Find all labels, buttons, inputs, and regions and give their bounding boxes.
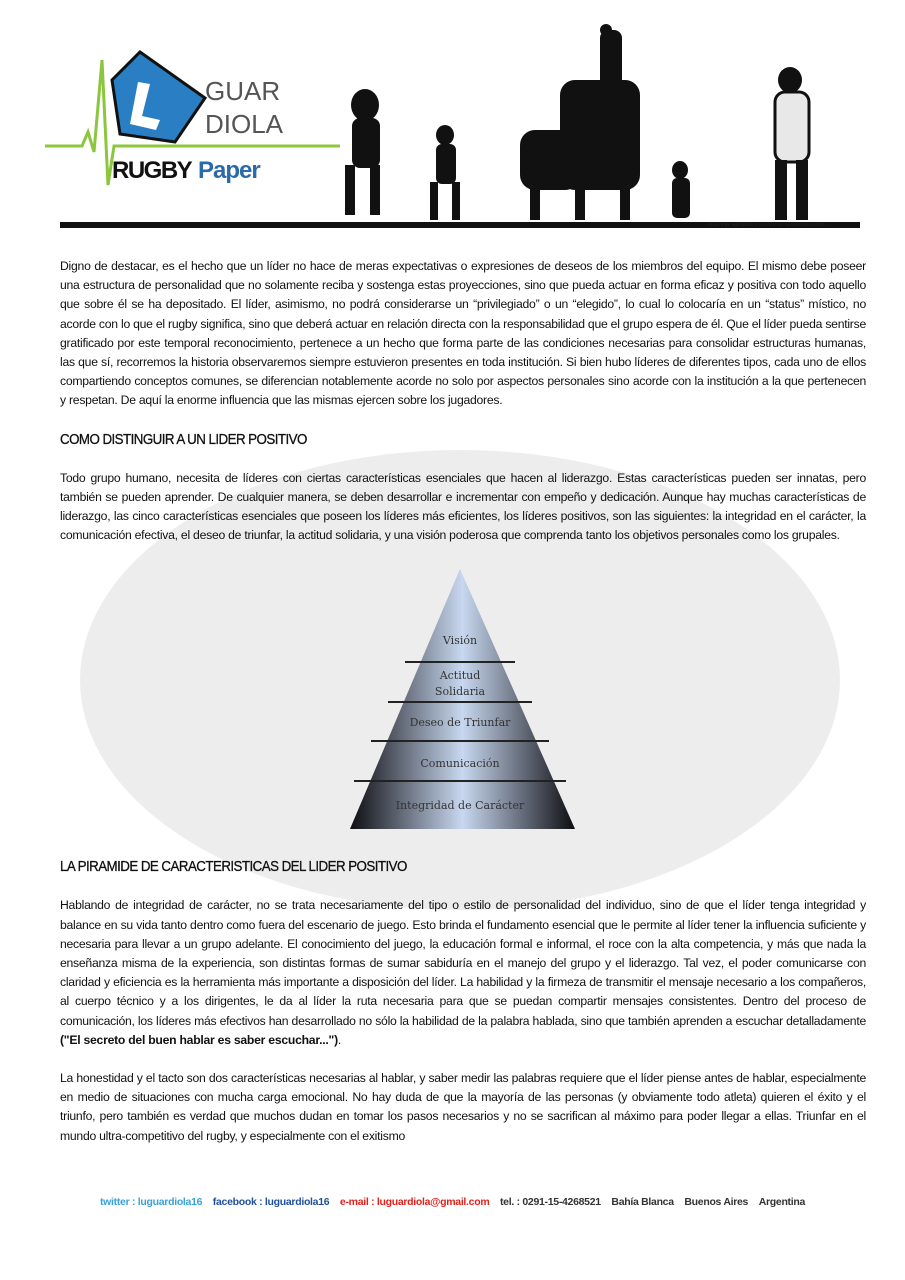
paragraph-3: Hablando de integridad de carácter, no se trata necesariamente del tipo o estilo de personalidad del individuo, sino de que el líder tenga integridad y balance en su vida tanto dentro como fuera del escenario de juego. Esto brinda el fundamento esencial que le permite al líder tener la influencia suficiente y necesaria para llevar a un grupo adelante. El conocimiento del juego, la educación formal e informal, el roce con la alta competencia, y más que nada la enseñanza misma de la experiencia, son distintas formas de sumar sabiduría en el manejo del grupo y el liderazgo. Tal vez, el poder comunicarse con claridad y eficiencia es la herramienta más importante a disposición del líder. La habilidad y la firmeza de transmitir el mensaje necesario a los compañeros, al cuerpo técnico y a los dirigentes, le da al líder la ruta necesaria para que se puedan compartir mensajes consistentes. Dentro del proceso de comunicación, los líderes más efectivos han desarrollado no sólo la habilidad de la palabra hablada, sino que también aprenden a escuchar detalladamente ("El secreto del buen hablar es saber escuchar...").: [60, 898, 866, 1047]
logo: [45, 52, 340, 185]
country: Argentina: [758, 1196, 806, 1208]
paragraph-1: Digno de destacar, es el hecho que un líder no hace de meras expectativas o expresiones de deseos de los miembros del equipo. El mismo debe poseer una estructura de personalidad que no solamente reciba y sostenga estas proyecciones, sino que pueda actuar en forma eficaz y positiva con todo aquello que sobre él se ha depositado. El líder, asimismo, no podrá considerarse un “privilegiado” o un “elegido”, lo cual lo colocaría en un “status” místico, no acorde con lo que el rugby significa, sino que deberá actuar en relación directa con la responsabilidad que el grupo espera de él. Que el líder pueda sentirse gratificado por este temporal reconocimiento, pertenece a un hecho que forma parte de las condiciones necesarias para consolidar estructuras humanas, las que sí, recorremos la historia observaremos siempre estuvieron presentes en toda institución. Si bien hubo líderes de diferentes tipos, cada uno de ellos compartiendo conceptos comunes, se diferencian notablemente acorde no solo por aspectos personales sino acorde con la institución a la que pertenecen y respetan. De aquí la enorme influencia que las mismas ejercen sobre los jugadores.: [60, 259, 866, 408]
pyramid-level-vision: Visión: [442, 634, 478, 648]
email-link[interactable]: e-mail : luguardiola@gmail.com: [339, 1196, 490, 1208]
page-header: [0, 0, 905, 240]
tagline: Uní el traje apropiado y el papel se representará solo...: [706, 222, 828, 228]
paragraph-2: Todo grupo humano, necesita de líderes con ciertas características esenciales que hacen al liderazgo. Estas características pueden ser innatas, pero también se pueden aprender. De cualquier manera, se deben desarrollar e incrementar con empeño y dedicación. Aunque hay muchas características de liderazgo, las cinco características esenciales que poseen los líderes más eficientes, los líderes positivos, son las siguientes: la integridad en el carácter, la comunicación efectiva, el deseo de triunfar, la actitud solidaria, y una visión poderosa que comprenda tanto los objetivos personales como los grupales.: [60, 470, 866, 543]
logo-guar: GUAR: [205, 76, 281, 106]
pyramid-level-comunicacion: Comunicación: [420, 757, 500, 771]
pyramid-shape: [350, 569, 575, 829]
svg-text:RUGBY: RUGBY: [112, 157, 192, 184]
heading-distinguish-leader: COMO DISTINGUIR A UN LIDER POSITIVO: [60, 431, 307, 448]
pyramid-level-solidaria: Solidaria: [434, 685, 486, 699]
paragraph-4: La honestidad y el tacto son dos características necesarias al hablar, y saber medir las palabras requiere que el líder piense antes de hablar, especialmente en medio de situaciones con mucha carga emocional. No hay duda de que la mayoría de las personas (y obviamente todo atleta) quieren el éxito y el triunfo, pero también es verdad que muchos dudan en tomar los pasos necesarios y no se sacrifican al máximo para poder llegar a ellas. Triunfar en el mundo ultra-competitivo del rugby, y especialmente con el exitismo: [60, 1071, 866, 1143]
phone: tel. : 0291-15-4268521: [499, 1196, 601, 1208]
facebook-link[interactable]: facebook : luguardiola16: [212, 1196, 330, 1208]
logo-diola: DIOLA: [205, 109, 284, 139]
leadership-pyramid: [60, 564, 866, 829]
heading-pyramid: LA PIRAMIDE DE CARACTERISTICAS DEL LIDER POSITIVO: [60, 859, 407, 876]
pyramid-level-integridad: Integridad de Carácter: [395, 799, 525, 813]
document-body: [60, 257, 866, 1165]
province: Buenos Aires: [684, 1196, 749, 1208]
svg-text:Paper: Paper: [198, 157, 260, 184]
quote: ("El secreto del buen hablar es saber escuchar..."): [60, 1032, 338, 1047]
header-banner: [0, 0, 905, 240]
city: Bahía Blanca: [611, 1196, 674, 1208]
pyramid-level-deseo: Deseo de Triunfar: [409, 716, 511, 730]
footer-contact: [0, 1196, 905, 1208]
pyramid-level-actitud: Actitud: [439, 669, 481, 683]
twitter-link[interactable]: twitter : luguardiola16: [99, 1196, 203, 1208]
